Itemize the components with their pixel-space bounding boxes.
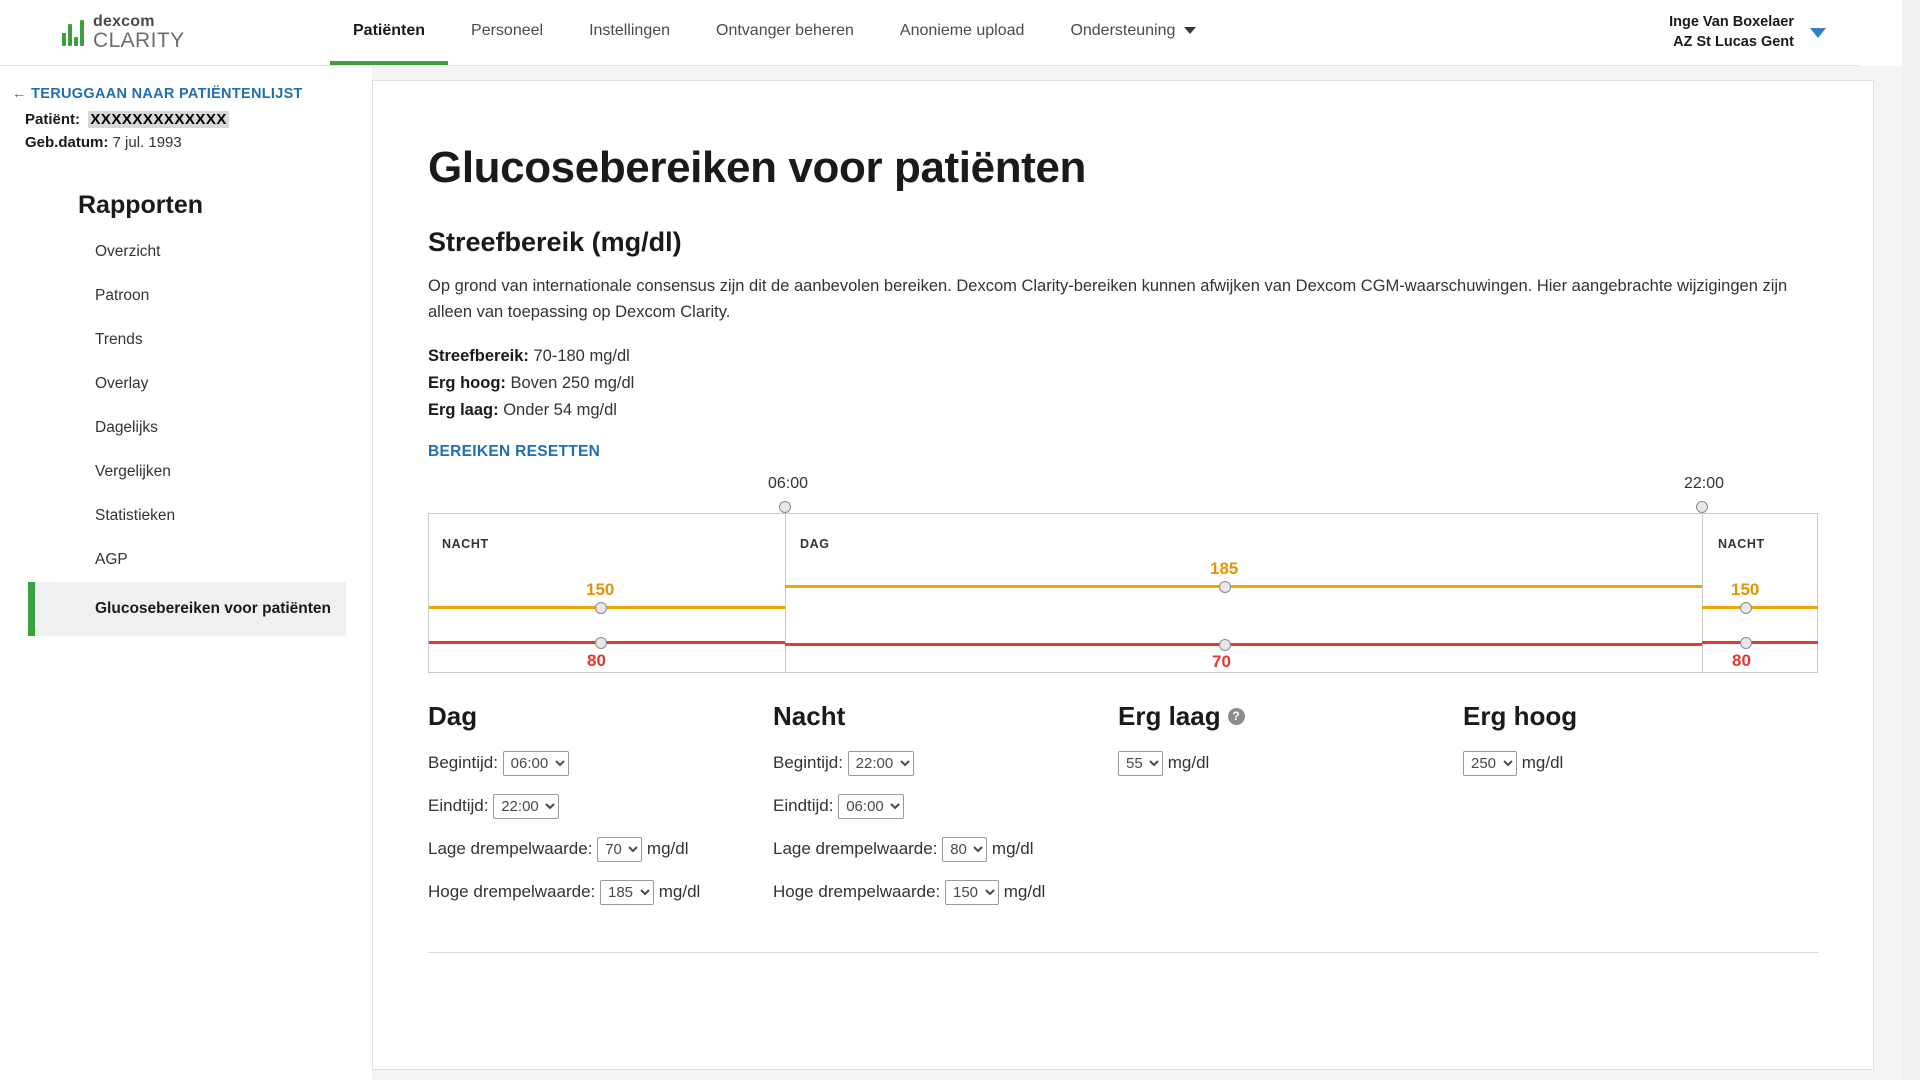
sidebar-item-statistieken[interactable] <box>0 494 372 538</box>
sidebar-label-overzicht: Overzicht <box>95 242 161 260</box>
nav-label-ondersteuning: Ondersteuning <box>1070 21 1176 39</box>
sidebar-label-agp: AGP <box>95 550 128 568</box>
time-handle-day-start[interactable] <box>779 501 791 513</box>
sidebar-item-dagelijks[interactable] <box>0 406 372 450</box>
low-line-night-late <box>1702 641 1818 644</box>
select-nacht-lage-drempelwaarde[interactable] <box>942 837 987 862</box>
settings-title-erg-laag <box>1118 701 1463 732</box>
nav-item-ondersteuning[interactable] <box>1047 0 1219 65</box>
reports-heading: Rapporten <box>78 190 203 219</box>
graph-divider-day <box>785 513 786 673</box>
select-nacht-eindtijd[interactable] <box>838 794 904 819</box>
patient-info <box>0 108 372 131</box>
current-ranges-summary <box>428 343 1818 423</box>
back-to-patient-list-link[interactable]: ← TERUGGAAN NAAR PATIËNTENLIJST <box>12 86 303 102</box>
range-erg-laag <box>428 397 1818 424</box>
nav-item-anonieme-upload[interactable] <box>877 0 1048 65</box>
sidebar-label-dagelijks: Dagelijks <box>95 418 158 436</box>
select-dag-hoge-drempelwaarde[interactable] <box>600 880 654 905</box>
select-dag-lage-drempelwaarde[interactable] <box>597 837 642 862</box>
graph-divider-night <box>1702 513 1703 673</box>
nav-label-instellingen: Instellingen <box>589 21 671 39</box>
segment-label-night-early: NACHT <box>442 537 489 552</box>
unit-dag-hoge-drempelwaarde: mg/dl <box>658 882 701 902</box>
page-body <box>0 66 1920 1080</box>
range-erg-hoog <box>428 370 1818 397</box>
label-dag-lage-drempelwaarde: Lage drempelwaarde: <box>428 839 593 859</box>
unit-nacht-hoge-drempelwaarde: mg/dl <box>1003 882 1046 902</box>
select-dag-begintijd[interactable] <box>503 751 569 776</box>
unit-erg-laag: mg/dl <box>1167 753 1210 773</box>
select-erg-laag[interactable] <box>1118 751 1163 776</box>
sidebar-item-overzicht[interactable] <box>0 230 372 274</box>
field-dag-eindtijd <box>428 793 773 819</box>
user-clinic: AZ St Lucas Gent <box>1673 33 1794 50</box>
label-dag-eindtijd: Eindtijd: <box>428 796 489 816</box>
section-title-streefbereik: Streefbereik (mg/dl) <box>428 227 682 257</box>
nav-item-personeel[interactable] <box>448 0 566 65</box>
user-name: Inge Van Boxelaer <box>1669 13 1794 30</box>
low-line-day <box>785 643 1702 646</box>
settings-column-erg-hoog <box>1463 701 1808 922</box>
range-streefbereik-label: Streefbereik: <box>428 347 529 366</box>
page-scrollbar[interactable] <box>1902 0 1920 1080</box>
settings-title-dag: Dag <box>428 701 478 732</box>
sidebar-item-agp[interactable] <box>0 538 372 582</box>
time-label-night-start: 22:00 <box>1684 475 1725 493</box>
high-line-night-late <box>1702 606 1818 609</box>
high-line-night-early <box>429 606 785 609</box>
label-nacht-eindtijd: Eindtijd: <box>773 796 834 816</box>
field-dag-hoge-drempelwaarde <box>428 879 773 905</box>
nav-item-ontvanger-beheren[interactable] <box>693 0 877 65</box>
sidebar <box>0 66 372 1080</box>
logo-text-line1: dexcom <box>93 13 155 30</box>
nav-label-ontvanger-beheren: Ontvanger beheren <box>716 21 854 39</box>
glucose-ranges-card <box>372 80 1874 1070</box>
label-dag-begintijd: Begintijd: <box>428 753 498 773</box>
range-erg-laag-label: Erg laag: <box>428 400 499 419</box>
field-nacht-eindtijd <box>773 793 1118 819</box>
high-line-day <box>785 585 1702 588</box>
high-value-day: 185 <box>1210 559 1239 579</box>
section-description: Op grond van internationale consensus zijn dit de aanbevolen bereiken. Dexcom Clarity-bereiken kunnen afwijken van Dexcom CGM-waarschuwingen. Hier aangebrachte wijzigingen zijn alleen van toepassing op Dexcom Clarity. <box>428 277 1788 321</box>
segment-label-day: DAG <box>800 537 830 552</box>
range-slider-graph <box>428 475 1818 675</box>
time-handle-night-start[interactable] <box>1696 501 1708 513</box>
range-erg-laag-value: Onder 54 mg/dl <box>503 400 617 419</box>
nav-label-patienten: Patiënten <box>353 21 426 39</box>
select-dag-eindtijd[interactable] <box>493 794 559 819</box>
section-divider <box>428 952 1818 953</box>
chevron-down-icon[interactable] <box>1810 28 1826 38</box>
label-nacht-begintijd: Begintijd: <box>773 753 843 773</box>
label-nacht-hoge-drempelwaarde: Hoge drempelwaarde: <box>773 882 941 902</box>
graph-plot-area <box>428 513 1818 673</box>
range-streefbereik-value: 70-180 mg/dl <box>533 347 630 366</box>
sidebar-label-patroon: Patroon <box>95 286 150 304</box>
nav-item-instellingen[interactable] <box>566 0 693 65</box>
range-streefbereik <box>428 343 1818 370</box>
nav-label-personeel: Personeel <box>471 21 544 39</box>
settings-column-dag <box>428 701 773 922</box>
patient-name-redacted: XXXXXXXXXXXXX <box>90 111 227 128</box>
sidebar-label-trends: Trends <box>95 330 143 348</box>
field-nacht-lage-drempelwaarde <box>773 836 1118 862</box>
reports-menu <box>0 230 372 637</box>
settings-column-nacht <box>773 701 1118 922</box>
sidebar-label-vergelijken: Vergelijken <box>95 462 171 480</box>
nav-label-anonieme-upload: Anonieme upload <box>899 21 1025 39</box>
unit-dag-lage-drempelwaarde: mg/dl <box>646 839 689 859</box>
range-settings <box>428 701 1818 922</box>
time-label-day-start: 06:00 <box>768 475 809 493</box>
sidebar-item-trends[interactable] <box>0 318 372 362</box>
low-value-night-early: 80 <box>587 651 606 671</box>
logo-text-line2: CLARITY <box>93 29 185 52</box>
field-dag-begintijd <box>428 750 773 776</box>
settings-title-nacht: Nacht <box>773 701 846 732</box>
high-value-night-late: 150 <box>1731 580 1760 600</box>
main-nav <box>330 0 1669 65</box>
settings-column-erg-laag <box>1118 701 1463 922</box>
low-value-day: 70 <box>1212 652 1231 672</box>
select-nacht-hoge-drempelwaarde[interactable] <box>945 880 999 905</box>
label-dag-hoge-drempelwaarde: Hoge drempelwaarde: <box>428 882 596 902</box>
settings-title-erg-hoog: Erg hoog <box>1463 701 1578 732</box>
dexcom-clarity-logo[interactable] <box>0 0 330 65</box>
patient-label: Patiënt: <box>25 111 81 128</box>
sidebar-label-statistieken: Statistieken <box>95 506 176 524</box>
user-menu[interactable] <box>1669 0 1860 65</box>
sidebar-item-glucosebereiken[interactable] <box>28 582 346 637</box>
top-navigation-bar <box>0 0 1860 66</box>
select-erg-hoog[interactable] <box>1463 751 1517 776</box>
dob-label: Geb.datum: <box>25 134 109 152</box>
unit-erg-hoog: mg/dl <box>1521 753 1564 773</box>
help-icon[interactable]: ? <box>1228 708 1245 725</box>
field-erg-laag <box>1118 750 1463 776</box>
select-nacht-begintijd[interactable] <box>848 751 914 776</box>
field-nacht-hoge-drempelwaarde <box>773 879 1118 905</box>
high-value-night-early: 150 <box>586 580 615 600</box>
field-erg-hoog <box>1463 750 1808 776</box>
reset-ranges-link[interactable]: BEREIKEN RESETTEN <box>428 443 601 461</box>
settings-title-erg-laag-text: Erg laag <box>1118 701 1221 732</box>
main-content <box>372 66 1920 1080</box>
sidebar-item-overlay[interactable] <box>0 362 372 406</box>
dob-value: 7 jul. 1993 <box>112 134 182 152</box>
range-erg-hoog-value: Boven 250 mg/dl <box>510 373 635 392</box>
page-title: Glucosebereiken voor patiënten <box>428 143 1086 192</box>
nav-item-patienten[interactable] <box>330 0 448 65</box>
sidebar-label-overlay: Overlay <box>95 374 149 392</box>
unit-nacht-lage-drempelwaarde: mg/dl <box>991 839 1034 859</box>
segment-label-night-late: NACHT <box>1718 537 1765 552</box>
patient-dob <box>0 131 372 154</box>
label-nacht-lage-drempelwaarde: Lage drempelwaarde: <box>773 839 938 859</box>
sidebar-item-vergelijken[interactable] <box>0 450 372 494</box>
range-erg-hoog-label: Erg hoog: <box>428 373 506 392</box>
sidebar-item-patroon[interactable] <box>0 274 372 318</box>
field-dag-lage-drempelwaarde <box>428 836 773 862</box>
low-line-night-early <box>429 641 785 644</box>
low-value-night-late: 80 <box>1732 651 1751 671</box>
chevron-down-icon <box>1184 27 1196 34</box>
field-nacht-begintijd <box>773 750 1118 776</box>
logo-bars-icon <box>62 20 86 46</box>
sidebar-label-glucosebereiken: Glucosebereiken voor patiënten <box>95 599 332 617</box>
